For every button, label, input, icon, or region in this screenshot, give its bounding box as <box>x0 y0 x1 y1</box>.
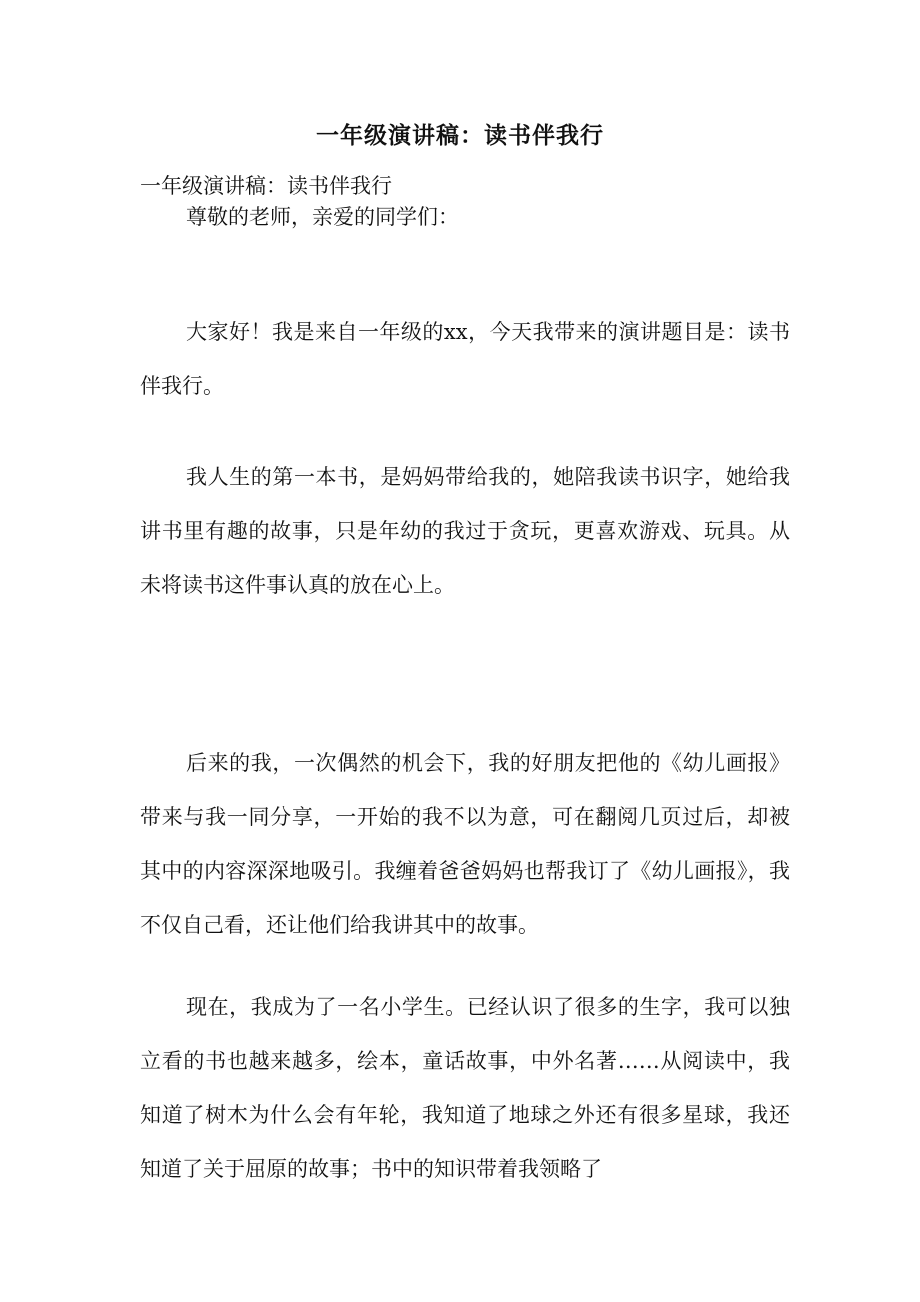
paragraph-now-student: 现在，我成为了一名小学生。已经认识了很多的生字，我可以独立看的书也越来越多，绘本，童话故事，中外名著……从阅读中，我知道了树木为什么会有年轮，我知道了地球之外还有很多星球，我还知道了关于屈原的故事；书中的知识带着我领略了 <box>140 995 790 1181</box>
document-title: 一年级演讲稿：读书伴我行 <box>316 122 604 149</box>
paragraph-first-book: 我人生的第一本书，是妈妈带给我的，她陪我读书识字，她给我讲书里有趣的故事，只是年幼的我过于贪玩，更喜欢游戏、玩具。从未将读书这件事认真的放在心上。 <box>140 465 790 597</box>
paragraph-intro: 大家好！我是来自一年级的xx，今天我带来的演讲题目是：读书伴我行。 <box>140 320 790 398</box>
greeting-paragraph: 尊敬的老师，亲爱的同学们： <box>186 205 459 229</box>
paragraph-picture-magazine: 后来的我，一次偶然的机会下，我的好朋友把他的《幼儿画报》带来与我一同分享，一开始的我不以为意，可在翻阅几页过后，却被其中的内容深深地吸引。我缠着爸爸妈妈也帮我订了《幼儿画报》，我不仅自己看，还让他们给我讲其中的故事。 <box>140 751 790 937</box>
document-subtitle: 一年级演讲稿：读书伴我行 <box>140 174 392 198</box>
